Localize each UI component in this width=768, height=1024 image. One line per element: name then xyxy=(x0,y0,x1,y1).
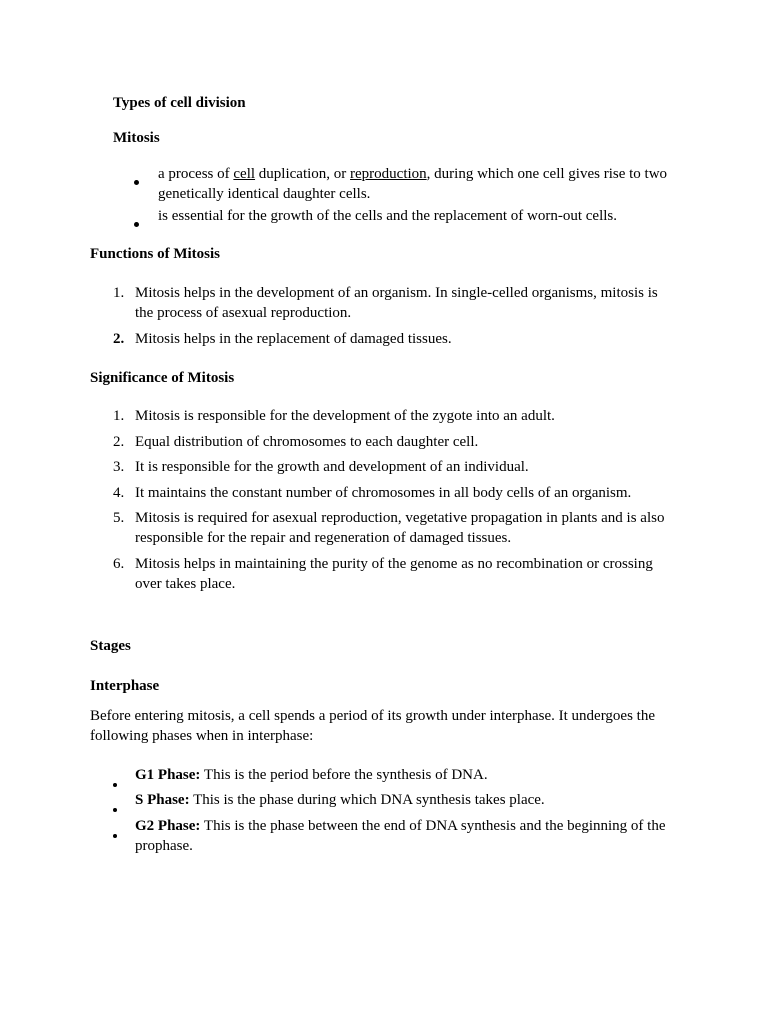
bullet-icon xyxy=(113,808,117,812)
bullet-icon xyxy=(134,180,139,185)
list-text: Equal distribution of chromosomes to each daughter cell. xyxy=(135,434,479,450)
list-item xyxy=(113,790,673,810)
list-item xyxy=(134,206,674,226)
list-number: 5. xyxy=(113,510,125,526)
interphase-intro: Before entering mitosis, a cell spends a period of its growth under interphase. It undergoes the following phases when in interphase: xyxy=(90,708,655,744)
phase-text: This is the phase during which DNA synthesis takes place. xyxy=(189,792,545,808)
list-text: Mitosis is responsible for the development of the zygote into an adult. xyxy=(135,408,555,424)
stages-heading: Stages xyxy=(90,638,131,654)
phase-text: This is the phase between the end of DNA synthesis and the beginning of the prophase. xyxy=(135,818,666,854)
list-item xyxy=(113,816,673,856)
phase-label: G1 Phase: xyxy=(135,767,201,783)
list-text: Mitosis helps in maintaining the purity of the genome as no recombination or crossing over takes place. xyxy=(135,556,653,592)
list-item xyxy=(113,457,673,477)
list-text: Mitosis is required for asexual reproduction, vegetative propagation in plants and is also responsible for the repair and regeneration of damaged tissues. xyxy=(135,510,665,546)
list-number: 4. xyxy=(113,485,125,501)
bullet-text: is essential for the growth of the cells and the replacement of worn-out cells. xyxy=(158,208,618,224)
reproduction-link[interactable]: reproduction xyxy=(350,166,427,182)
list-item xyxy=(113,765,673,785)
list-item xyxy=(113,554,673,594)
bullet-icon xyxy=(113,834,117,838)
list-item xyxy=(113,329,673,349)
phase-label: G2 Phase: xyxy=(135,818,201,834)
list-item xyxy=(113,483,673,503)
bullet-icon xyxy=(134,222,139,227)
list-item xyxy=(113,283,673,323)
list-text: Mitosis helps in the replacement of damaged tissues. xyxy=(135,331,452,347)
cell-link[interactable]: cell xyxy=(233,166,256,182)
list-number: 1. xyxy=(113,285,125,301)
mitosis-heading: Mitosis xyxy=(113,130,160,146)
list-number: 1. xyxy=(113,408,125,424)
list-number: 2. xyxy=(113,434,125,450)
bullet-text-mid: duplication, or xyxy=(255,166,351,182)
list-item xyxy=(113,406,673,426)
list-number: 3. xyxy=(113,459,125,475)
list-item xyxy=(113,508,673,548)
list-item xyxy=(134,164,674,204)
functions-heading: Functions of Mitosis xyxy=(90,246,221,262)
list-text: It is responsible for the growth and development of an individual. xyxy=(135,459,529,475)
list-number: 6. xyxy=(113,556,125,572)
significance-heading: Significance of Mitosis xyxy=(90,370,235,386)
interphase-heading: Interphase xyxy=(90,678,160,694)
list-text: Mitosis helps in the development of an organism. In single-celled organisms, mitosis is the process of asexual reproduction. xyxy=(135,285,658,321)
bullet-text-post: , during which one cell gives rise to two genetically identical daughter cells. xyxy=(158,166,668,202)
doc-title: Types of cell division xyxy=(113,95,246,111)
bullet-icon xyxy=(113,783,117,787)
bullet-text-pre: a process of xyxy=(158,166,234,182)
list-text: It maintains the constant number of chromosomes in all body cells of an organism. xyxy=(135,485,632,501)
list-number: 2. xyxy=(113,331,125,347)
phase-text: This is the period before the synthesis of DNA. xyxy=(200,767,488,783)
phase-label: S Phase: xyxy=(135,792,190,808)
list-item xyxy=(113,432,673,452)
